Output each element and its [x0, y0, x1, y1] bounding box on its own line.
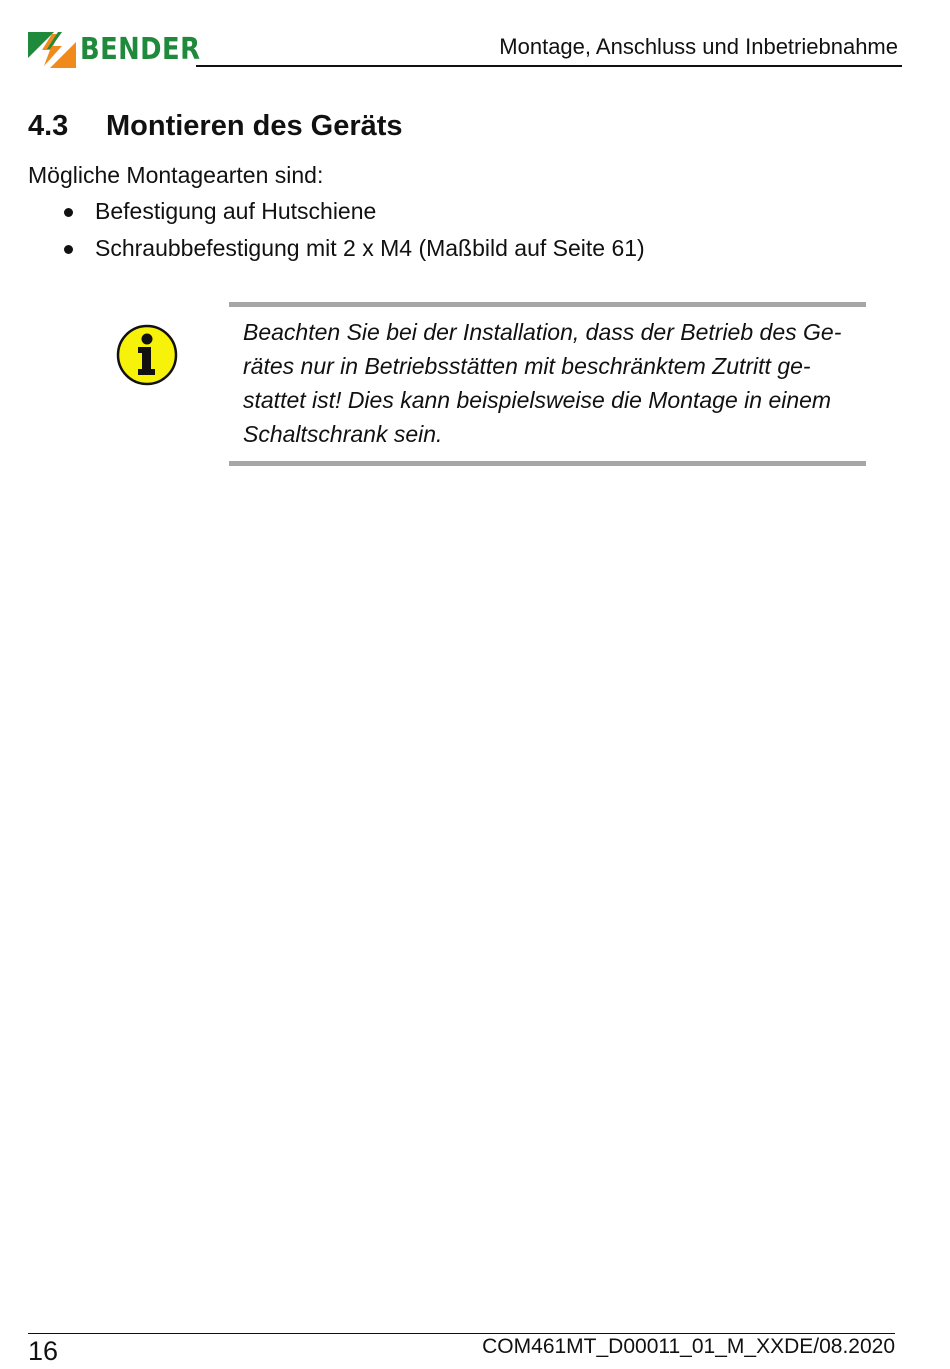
document-id: COM461MT_D00011_01_M_XXDE/08.2020: [482, 1335, 895, 1358]
page-number: 16: [28, 1336, 59, 1366]
note-line: Beachten Sie bei der Installation, dass der Betrieb des Ge-: [243, 319, 842, 345]
list-item: [28, 230, 645, 267]
bullet-icon: [64, 245, 73, 254]
note-line: stattet ist! Dies kann beispielsweise die Montage in einem: [243, 387, 832, 413]
note-line: Schaltschrank sein.: [243, 421, 443, 447]
bullet-icon: [64, 208, 73, 217]
section-title: Montieren des Geräts: [106, 110, 403, 142]
list-item-text: Schraubbefestigung mit 2 x M4 (Maßbild auf Seite 61): [95, 235, 645, 261]
page-header: [28, 30, 902, 70]
list-item: [28, 193, 645, 230]
note-box: [229, 302, 866, 466]
note-text: [243, 315, 866, 451]
header-rule: [196, 65, 902, 67]
info-icon: [116, 324, 178, 386]
bender-logo: [28, 32, 220, 68]
mounting-options-list: [28, 193, 645, 267]
chapter-title: Montage, Anschluss und Inbetriebnahme: [499, 34, 898, 59]
note-line: rätes nur in Betriebsstätten mit beschränktem Zutritt ge-: [243, 353, 811, 379]
list-item-text: Befestigung auf Hutschiene: [95, 198, 377, 224]
brand-name: BENDER: [80, 32, 201, 67]
section-heading: [28, 106, 403, 146]
section-number: 4.3: [28, 110, 69, 142]
intro-text: Mögliche Montagearten sind:: [28, 162, 324, 188]
bender-logo-mark-icon: [28, 32, 76, 68]
